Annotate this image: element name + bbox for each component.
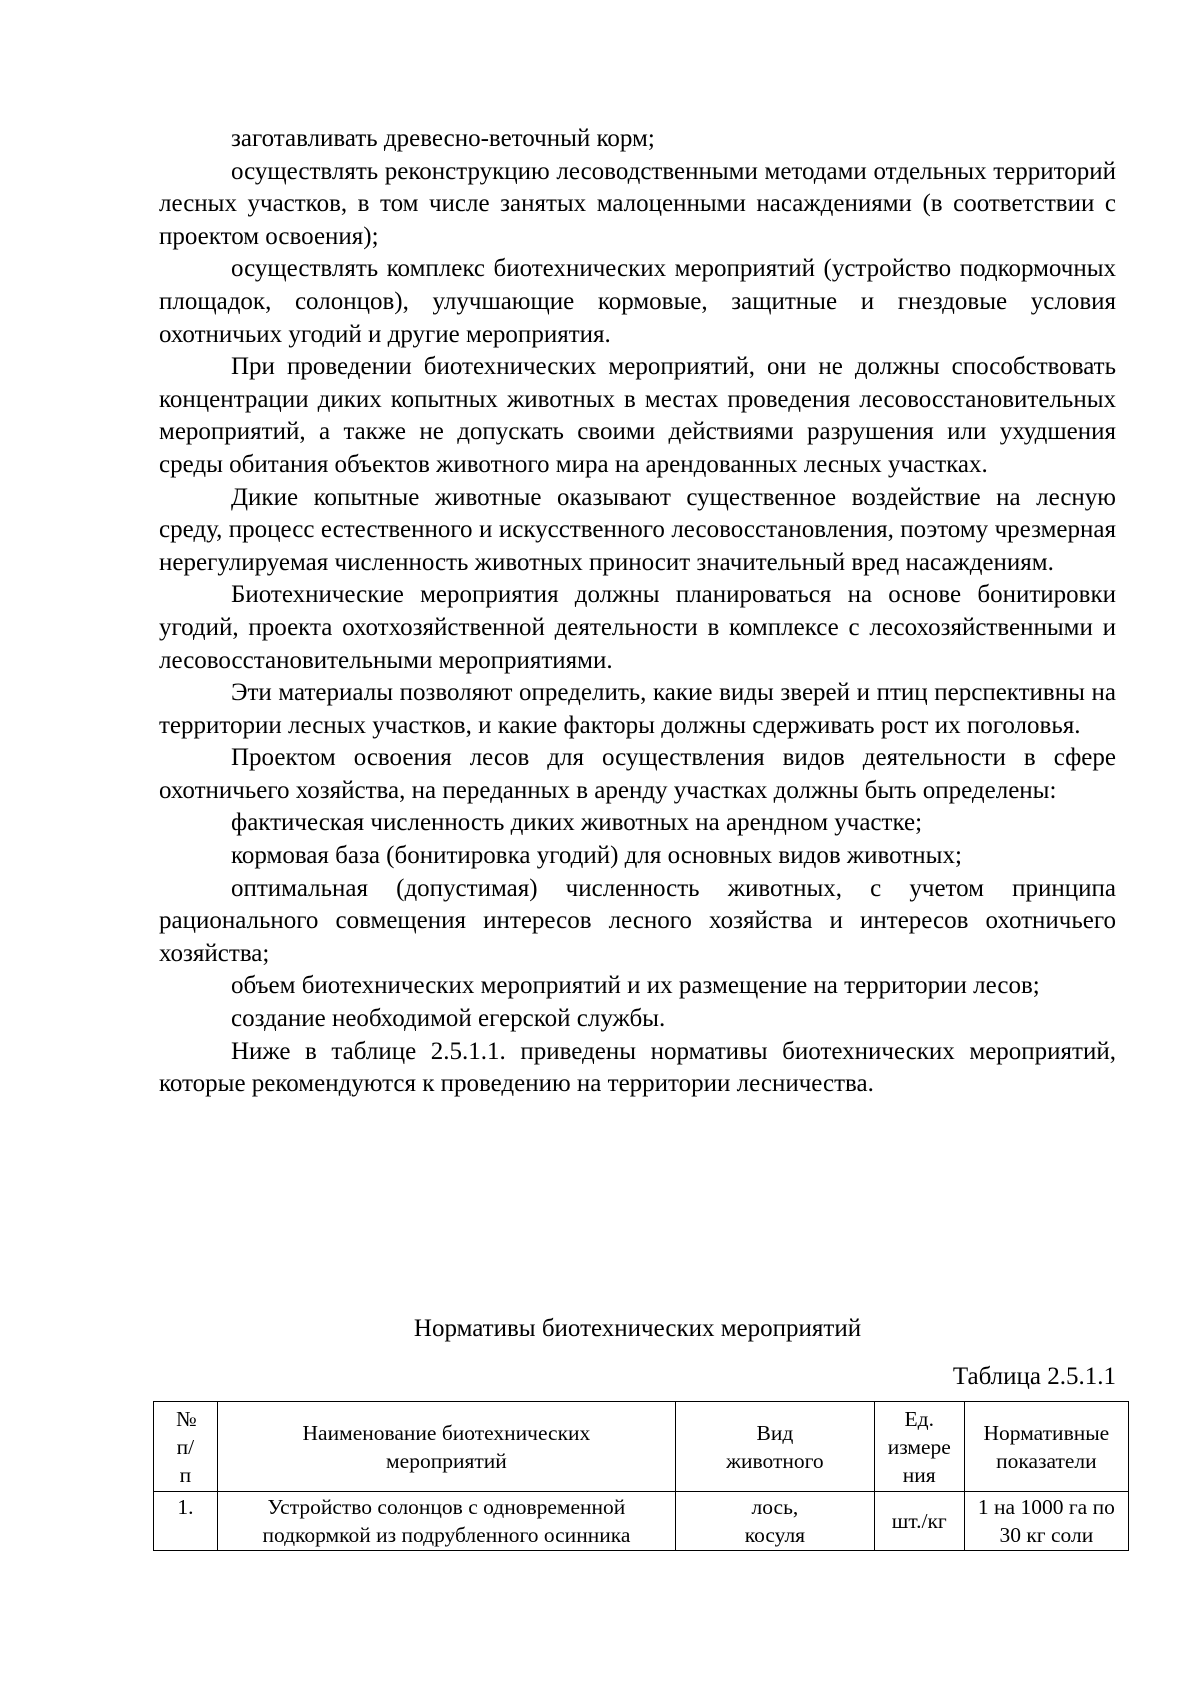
cell-unit: шт./кг xyxy=(874,1492,964,1551)
table-number-label: Таблица 2.5.1.1 xyxy=(952,1363,1116,1390)
paragraph: создание необходимой егерской службы. xyxy=(231,1005,666,1033)
cell-name: Устройство солонцов с одновременной подкормкой из подрубленного осинника xyxy=(217,1492,675,1551)
header-norm: Нормативные показатели xyxy=(964,1402,1128,1492)
cell-norm: 1 на 1000 га по 30 кг соли xyxy=(964,1492,1128,1551)
header-num: № п/п xyxy=(154,1402,218,1492)
cell-num: 1. xyxy=(154,1492,218,1551)
table-caption: Нормативы биотехнических мероприятий xyxy=(413,1315,862,1342)
paragraph: При проведении биотехнических мероприятий, они не должны способствовать концентрации диких копытных животных в местах проведения лесовосстановительных мероприятий, а также не допускать своими действиями разрушения или ухудшения среды обитания объектов животного мира на арендованных лесных участках. xyxy=(159,353,1116,478)
paragraph: осуществлять реконструкцию лесоводственными методами отдельных территорий лесных участков, в том числе занятых малоценными насаждениями (в соответствии с проектом освоения); xyxy=(159,157,1116,250)
paragraph: осуществлять комплекс биотехнических мероприятий (устройство подкормочных площадок, солонцов), улучшающие кормовые, защитные и гнездовые условия охотничьих угодий и другие мероприятия. xyxy=(159,255,1116,348)
paragraph: заготавливать древесно-веточный корм; xyxy=(231,125,655,152)
paragraph: Ниже в таблице 2.5.1.1. приведены нормативы биотехнических мероприятий, которые рекомендуются к проведению на территории лесничества. xyxy=(159,1037,1116,1098)
header-name: Наименование биотехнических мероприятий xyxy=(217,1402,675,1492)
header-unit: Ед. измере ния xyxy=(874,1402,964,1492)
paragraph: Дикие копытные животные оказывают существенное воздействие на лесную среду, процесс естественного и искусственного лесовосстановления, поэтому чрезмерная нерегулируемая численность животных приносит значительный вред насаждениям. xyxy=(159,483,1116,576)
paragraph: Биотехнические мероприятия должны планироваться на основе бонитировки угодий, проекта охотхозяйственной деятельности в комплексе с лесохозяйственными и лесовосстановительными мероприятиями. xyxy=(159,581,1116,674)
paragraph: оптимальная (допустимая) численность животных, с учетом принципа рационального совмещения интересов лесного хозяйства и интересов охотничьего хозяйства; xyxy=(159,874,1116,967)
paragraph: фактическая численность диких животных на арендном участке; xyxy=(231,809,923,837)
body-text xyxy=(159,123,1116,1101)
paragraph: Проектом освоения лесов для осуществления видов деятельности в сфере охотничьего хозяйства, на переданных в аренду участках должны быть определены: xyxy=(159,744,1116,804)
paragraph: кормовая база (бонитировка угодий) для основных видов животных; xyxy=(231,842,962,870)
table-header-row xyxy=(154,1402,1129,1492)
paragraph: объем биотехнических мероприятий и их размещение на территории лесов; xyxy=(231,972,1040,1000)
header-animal: Вид животного xyxy=(676,1402,875,1492)
cell-animal: лось, косуля xyxy=(676,1492,875,1551)
paragraph: Эти материалы позволяют определить, какие виды зверей и птиц перспективны на территории лесных участков, и какие факторы должны сдерживать рост их поголовья. xyxy=(159,679,1116,739)
norms-table xyxy=(153,1401,1129,1551)
table-row xyxy=(154,1492,1129,1551)
